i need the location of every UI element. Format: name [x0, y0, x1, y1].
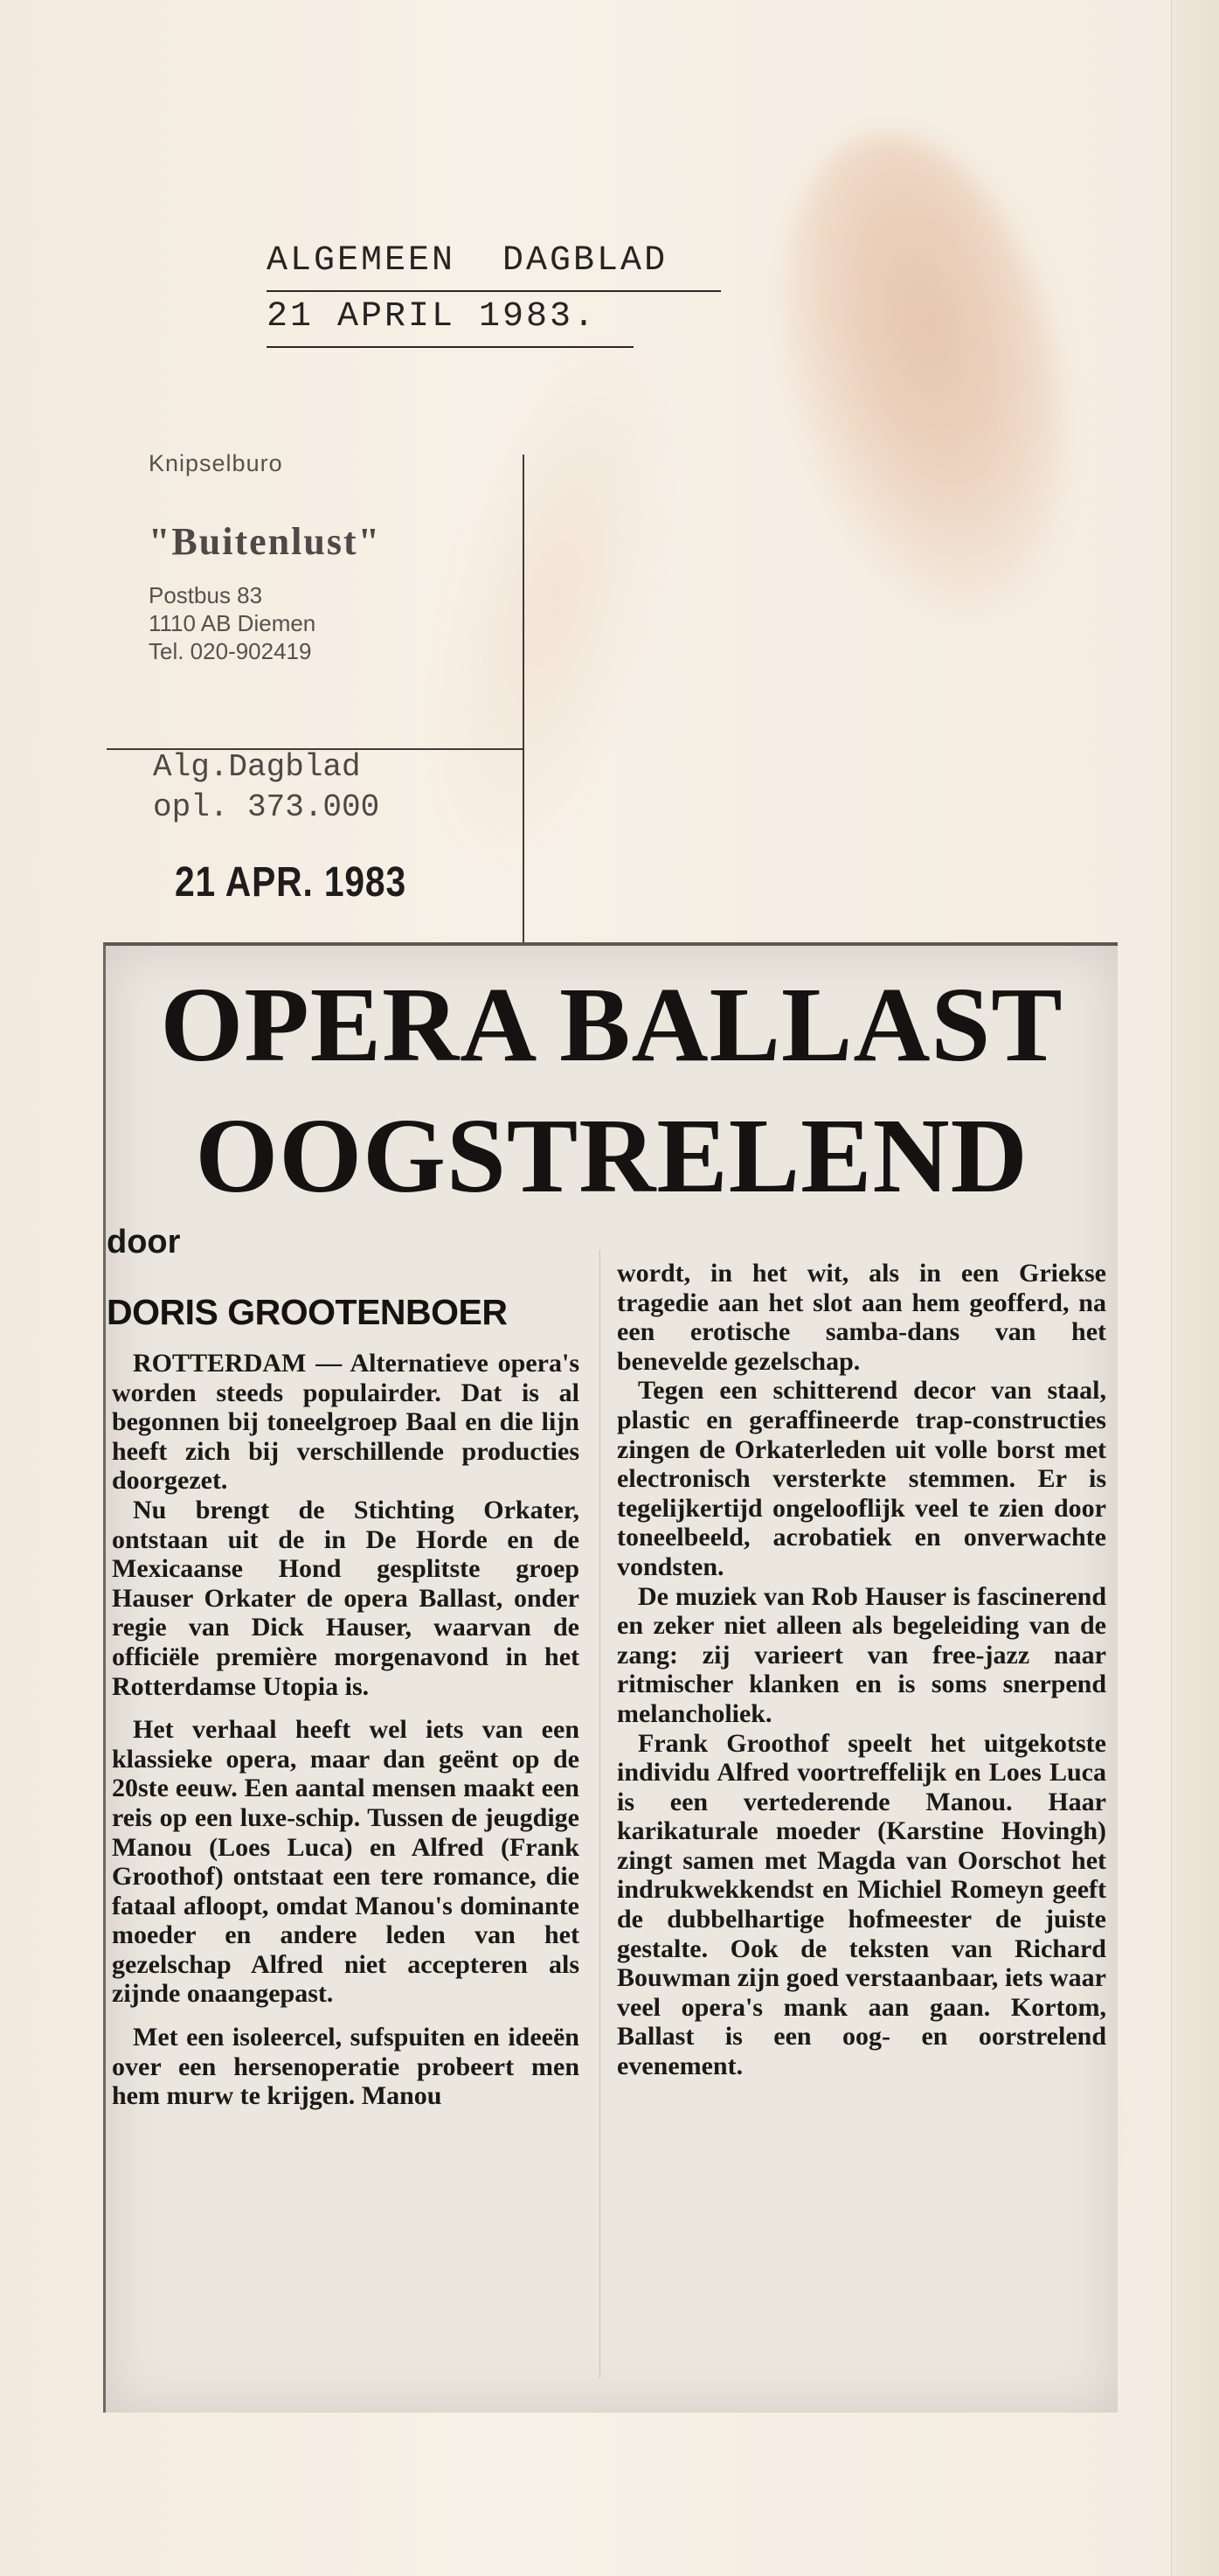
stamp-address-line: Postbus 83: [149, 582, 263, 608]
article-headline: [122, 960, 1101, 1222]
byline-prefix: door: [107, 1224, 181, 1260]
article-paragraph: Tegen een schitterend decor van staal, plastic en geraffineerde trap-constructies zingen de Orkaterleden uit volle borst met electronisch versterkte stemmen. Er is tegelijkertijd ongelooflijk veel te zien door toneelbeeld, acrobatiek en onverwachte vondsten.: [617, 1376, 1106, 1581]
article-paragraph: Het verhaal heeft wel iets van een klassieke opera, maar dan geënt op de 20ste eeuw. Een aantal mensen maakt een reis op een luxe-schip. Tussen de jeugdige Manou (Loes Luca) en Alfred (Frank Groothof) ontstaat een tere romance, die fataal afloopt, omdat Manou's dominante moeder en andere leden van het gezelschap Alfred niet accepteren als zijnde onaangepast.: [112, 1715, 579, 2009]
article-paragraph: ROTTERDAM — Alternatieve opera's worden steeds populairder. Dat is al begonnen bij toneelgroep Baal en die lijn heeft zich bij verschillende producties doorgezet.: [112, 1349, 579, 1496]
page-edge: [1171, 0, 1219, 2576]
headline-line: OPERA BALLAST: [160, 966, 1063, 1084]
date-stamp: 21 APR. 1983: [175, 859, 406, 906]
article-paragraph: Nu brengt de Stichting Orkater, ontstaan uit de in De Horde en de Mexicaanse Hond gesplitste groep Hauser Orkater de opera Ballast, onder regie van Dick Hauser, waarvan de officiële première morgenavond in het Rotterdamse Utopia is.: [112, 1495, 579, 1701]
typed-header: [267, 236, 721, 348]
clipping-bureau-stamp: [149, 450, 524, 665]
column-gutter: [599, 1250, 600, 2378]
stamp-name: "Buitenlust": [149, 520, 382, 563]
headline-line: OOGSTRELEND: [195, 1097, 1029, 1215]
article-paragraph: wordt, in het wit, als in een Griekse tragedie aan het slot aan hem geofferd, na een erotische samba-dans van het benevelde gezelschap.: [617, 1259, 1106, 1376]
stamp-address-line: Tel. 020-902419: [149, 638, 312, 664]
stamp-divider-vertical: [523, 455, 524, 944]
article-paragraph: De muziek van Rob Hauser is fascinerend en zeker niet alleen als begeleiding van de zang: zij varieert van free-jazz naar ritmischer klanken en is soms snerpend melancholiek.: [617, 1581, 1106, 1728]
article-column-right: [617, 1259, 1106, 2081]
stamp-label: Knipselburo: [149, 450, 283, 476]
article-column-left: [112, 1349, 579, 2111]
source-circulation: opl. 373.000: [153, 789, 380, 825]
newspaper-name: ALGEMEEN DAGBLAD: [267, 236, 721, 292]
article-author: DORIS GROOTENBOER: [107, 1292, 508, 1332]
publication-date: 21 APRIL 1983.: [267, 292, 634, 348]
stamp-address-line: 1110 AB Diemen: [149, 610, 316, 636]
article-paragraph: Met een isoleercel, sufspuiten en ideeën over een hersenoperatie probeert men hem murw te krijgen. Manou: [112, 2023, 579, 2111]
typed-source-info: [153, 747, 520, 828]
stamp-address: [149, 581, 524, 665]
article-paragraph: Frank Groothof speelt het uitgekotste individu Alfred voortreffelijk en Loes Luca is een vertederende Manou. Haar karikaturale moeder (Karstine Hovingh) zingt samen met Magda van Oorschot het indrukwekkendst en Michiel Romeyn geeft de dubbelhartige hofmeester de juiste gestalte. Ook de teksten van Richard Bouwman zijn goed verstaanbaar, iets waar veel opera's mank aan gaan. Kortom, Ballast is een oog- en oorstrelend evenement.: [617, 1728, 1106, 2081]
source-paper: Alg.Dagblad: [153, 749, 361, 785]
